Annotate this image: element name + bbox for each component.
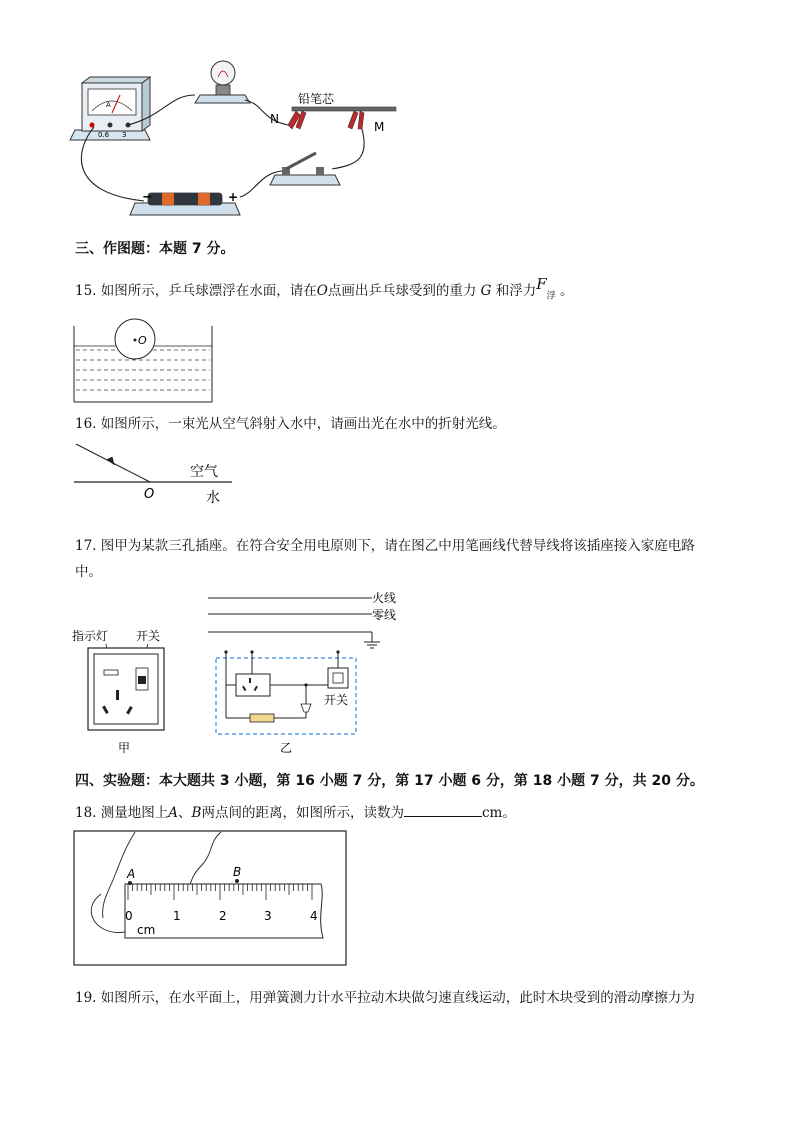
question-15 [75, 275, 574, 307]
q15-fig-point: O [138, 334, 147, 347]
pencil-label: 铅笔芯 [298, 92, 335, 106]
clip-m [348, 111, 364, 129]
pencil-lead [292, 107, 396, 111]
q15-text-a: 如图所示，乒乓球漂浮在水面，请在 [100, 283, 317, 299]
q17-live-label: 火线 [372, 591, 397, 605]
terminal-n: N [270, 112, 279, 126]
q15-f-sub: 浮 [546, 291, 556, 302]
terminal-m: M [374, 120, 385, 134]
q18-b: B [191, 805, 202, 821]
q15-figure [72, 316, 217, 406]
question-number: 19. [75, 990, 97, 1006]
circuit-figure [70, 55, 400, 225]
q15-g: G [480, 283, 492, 299]
q18-sep: 、 [178, 805, 192, 821]
q17-text-line-2: 中。 [75, 564, 102, 580]
meter-letter: A [106, 101, 111, 109]
answer-blank[interactable] [404, 802, 482, 817]
battery-minus: − [142, 190, 153, 205]
q18-text-c: cm。 [481, 805, 516, 821]
question-number: 15. [75, 283, 97, 299]
question-17-line-1 [75, 536, 695, 556]
map-point-a [128, 881, 132, 885]
q17-text-line-1: 图甲为某款三孔插座。在符合安全用电原则下，请在图乙中用笔画线代替导线将该插座接入家庭电路 [100, 538, 695, 554]
q16-air: 空气 [190, 464, 218, 480]
ruler-label-4: 4 [310, 909, 318, 923]
q17-fig-a-label: 甲 [118, 741, 131, 755]
ruler-label-3: 3 [264, 909, 272, 923]
q19-text: 如图所示，在水平面上，用弹簧测力计水平拉动木块做匀速直线运动，此时木块受到的滑动摩擦力为 [100, 990, 695, 1006]
q16-water: 水 [206, 490, 220, 506]
meter-range-2: 3 [122, 131, 127, 139]
question-number: 18. [75, 805, 97, 821]
q17-figure [72, 588, 412, 758]
q16-text: 如图所示，一束光从空气斜射入水中，请画出光在水中的折射光线。 [100, 416, 506, 432]
q17-fig-b-label: 乙 [280, 741, 293, 755]
section-3-title: 三、作图题：本题 7 分。 [75, 241, 235, 257]
q18-a: A [168, 805, 179, 821]
q16-point: O [144, 487, 155, 502]
question-number: 16. [75, 416, 97, 432]
q15-text-b: 点画出乒乓球受到的重力 [327, 283, 477, 299]
q17-switch-label-b: 开关 [324, 693, 349, 707]
q15-text-d: 。 [559, 283, 574, 299]
ruler-label-2: 2 [219, 909, 227, 923]
battery-plus: + [228, 190, 239, 204]
q18-text-b: 两点间的距离，如图所示，读数为 [201, 805, 404, 821]
q15-point: O [316, 283, 328, 299]
q17-indicator-label: 指示灯 [72, 629, 109, 643]
section-4-title: 四、实验题：本大题共 3 小题，第 16 小题 7 分，第 17 小题 6 分，第 18 小题 7 分，共 20 分。 [75, 773, 704, 789]
ruler-unit: cm [137, 923, 156, 937]
light-bulb [195, 61, 250, 103]
q17-neutral-label: 零线 [372, 608, 397, 622]
question-16 [75, 414, 506, 434]
map-point-b [235, 879, 239, 883]
ruler-point-a: A [127, 867, 136, 881]
question-18 [75, 802, 516, 823]
q15-text-c: 和浮力 [495, 283, 537, 299]
q18-text-a: 测量地图上 [100, 805, 169, 821]
ruler-label-1: 1 [173, 909, 181, 923]
ruler-figure [73, 830, 353, 968]
q17-switch-label-a: 开关 [136, 629, 161, 643]
knife-switch [270, 153, 340, 185]
question-number: 17. [75, 538, 97, 554]
meter-range-1: 0.6 [98, 131, 110, 139]
q15-f: F [536, 275, 547, 293]
ruler-label-0: 0 [125, 909, 133, 923]
question-19 [75, 988, 695, 1008]
q16-figure [72, 440, 242, 508]
clip-n [288, 111, 306, 129]
ruler-point-b: B [233, 865, 242, 879]
